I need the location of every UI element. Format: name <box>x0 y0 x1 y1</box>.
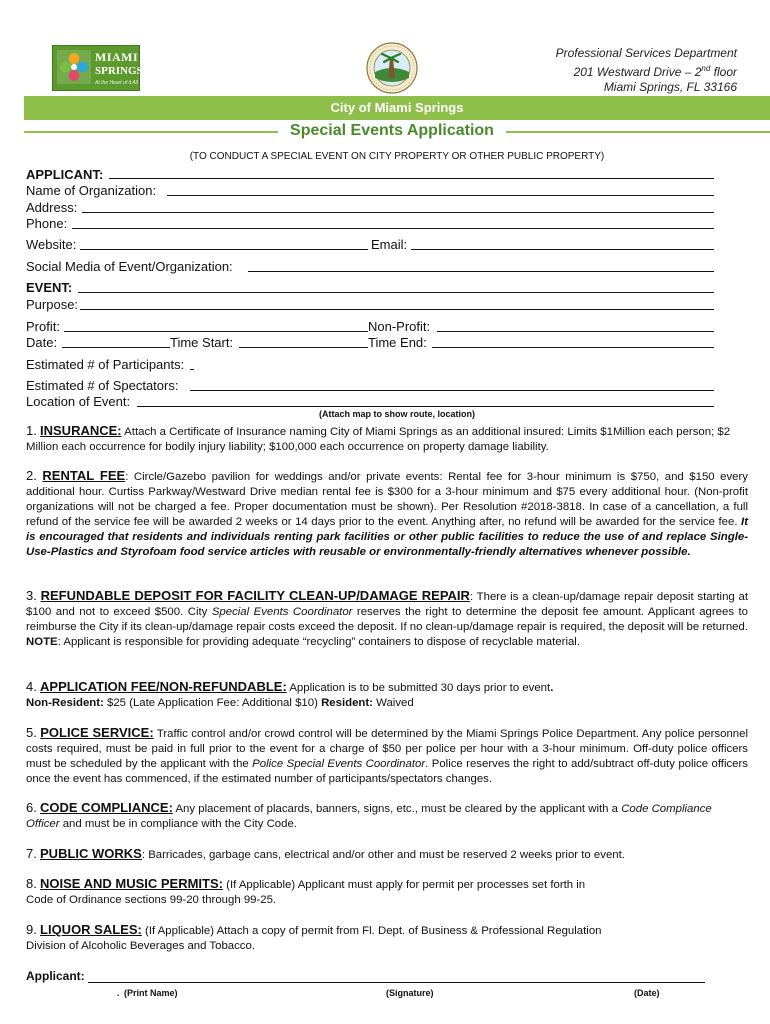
participants-label: Estimated # of Participants: <box>26 357 185 372</box>
profit-label: Profit: <box>26 319 60 334</box>
page-title: Special Events Application <box>290 122 494 139</box>
applicant-signature-label: Applicant: <box>26 969 85 983</box>
logo-text-miami: MIAMI <box>95 50 139 64</box>
address-city: Miami Springs, FL 33166 <box>603 80 737 94</box>
applicant-name-line[interactable] <box>109 178 714 179</box>
location-label: Location of Event: <box>26 394 131 409</box>
date-label: Date: <box>26 335 58 350</box>
date-caption: (Date) <box>634 988 660 998</box>
page-subtitle: (TO CONDUCT A SPECIAL EVENT ON CITY PROPERTY OR OTHER PUBLIC PROPERTY) <box>189 151 605 162</box>
nonprofit-label: Non-Profit: <box>368 319 431 334</box>
section-code-compliance: 6. CODE COMPLIANCE: Any placement of placards, banners, signs, etc., must be cleared by the applicant with a Code Compliance Officer and must be in compliance with the City Code. <box>26 800 712 830</box>
logo-text-springs: SPRINGS <box>95 65 143 77</box>
purpose-label: Purpose: <box>26 297 79 312</box>
city-banner: City of Miami Springs <box>24 96 770 120</box>
email-label: Email: <box>371 237 408 252</box>
date-field[interactable] <box>62 347 170 348</box>
event-name-line[interactable] <box>78 292 714 293</box>
city-seal-icon <box>366 42 418 94</box>
social-media-label: Social Media of Event/Organization: <box>26 259 233 274</box>
org-label: Name of Organization: <box>26 183 157 198</box>
applicant-heading: APPLICANT: <box>26 167 104 182</box>
website-field[interactable] <box>80 249 368 250</box>
section-noise-music: 8. NOISE AND MUSIC PERMITS: (If Applicable) Applicant must apply for permit per processes set forth in Code of Ordinance sections 99-20 through 99-25. <box>26 876 586 906</box>
time-start-field[interactable] <box>239 347 368 348</box>
logo-flower-icon <box>57 50 91 84</box>
address-label: Address: <box>26 200 78 215</box>
print-name-label: (Print Name) <box>124 988 178 998</box>
spectators-field[interactable] <box>190 390 714 391</box>
spectators-label: Estimated # of Spectators: <box>26 378 179 393</box>
email-field[interactable] <box>411 249 714 250</box>
city-logo <box>52 45 143 91</box>
applicant-signature-line[interactable] <box>88 982 705 983</box>
location-field[interactable] <box>137 406 714 407</box>
section-liquor-sales: 9. LIQUOR SALES: (If Applicable) Attach a copy of permit from Fl. Dept. of Business & Professional Regulation Division of Alcoholic Beverages and Tobacco. <box>26 922 602 952</box>
address-field[interactable] <box>82 212 714 213</box>
time-end-field[interactable] <box>432 347 714 348</box>
title-rule-right <box>506 131 770 133</box>
org-field[interactable] <box>167 195 714 196</box>
social-media-field[interactable] <box>248 271 714 272</box>
website-label: Website: <box>26 237 77 252</box>
map-note: (Attach map to show route, location) <box>318 409 475 419</box>
purpose-field[interactable] <box>80 309 714 310</box>
department-address <box>556 46 737 95</box>
profit-field[interactable] <box>64 331 368 332</box>
section-refundable-deposit: 3. REFUNDABLE DEPOSIT FOR FACILITY CLEAN-UP/DAMAGE REPAIR: There is a clean-up/damage repair deposit starting at $100 and not to exceed $500. City Special Events Coordinator reserves the right to determine the deposit fee amount. Applicant agrees to reimburse the City if its clean-up/damage repair costs exceed the deposit. If no clean-up/damage repair is required, the deposit will be returned. NOTE: Applicant is responsible for providing adequate “recycling” containers to dispose of recyclable material. <box>26 588 748 648</box>
signature-caption: (Signature) <box>386 988 434 998</box>
phone-label: Phone: <box>26 216 68 231</box>
address-street: 201 Westward Drive – 2nd floor <box>573 64 737 79</box>
time-end-label: Time End: <box>368 335 427 350</box>
section-insurance: 1. INSURANCE: Attach a Certificate of Insurance naming City of Miami Springs as an additional insured: Limits $1Million each person; $2 Million each occurrence for bodily injury liability; $100,000 each occurrence on property damage liability. <box>26 423 731 453</box>
section-police-service: 5. POLICE SERVICE: Traffic control and/or crowd control will be determined by the Miami Springs Police Department. Any police personnel costs required, must be paid in full prior to the event for a charge of $50 per police per hour with a 3-hour minimum. Off-duty police officers must be scheduled by the applicant with the Police Special Events Coordinator. Police reserves the right to add/subtract off-duty police officers once the event has commenced, if the estimated number of participants/spectators changes. <box>26 725 748 785</box>
section-application-fee: 4. APPLICATION FEE/NON-REFUNDABLE: Application is to be submitted 30 days prior to event. Non-Resident: $25 (Late Application Fee: Additional $10) Resident: Waived <box>26 679 554 709</box>
participants-field[interactable] <box>190 369 194 370</box>
nonprofit-field[interactable] <box>437 331 714 332</box>
phone-field[interactable] <box>72 228 714 229</box>
section-public-works: 7. PUBLIC WORKS: Barricades, garbage cans, electrical and/or other and must be reserved 2 weeks prior to event. <box>26 846 625 861</box>
logo-tagline: At the Heart of it All <box>95 80 138 86</box>
signature-dot: . <box>117 988 120 998</box>
address-department: Professional Services Department <box>555 46 737 60</box>
section-rental-fee: 2. RENTAL FEE: Circle/Gazebo pavilion for weddings and/or private events: Rental fee for 3-hour minimum is $750, and $150 every additional hour. Curtiss Parkway/Westward Drive median rental fee is $300 for a 3-hour minimum and $75 every additional hour. (Non-profit organizations will not be charged a fee. Proper documentation must be shown). Per Resolution #2018-3818. In case of a cancellation, a full refund of the service fee will be awarded 2 weeks or 14 days prior to the event. Anything after, no refund will be awarded for the service fee. It is encouraged that residents and individuals renting park facilities or other public facilities to reduce the use of and replace Single-Use-Plastics and Styrofoam food service articles with reusable or environmentally-friendly alternatives whenever possible. <box>26 468 749 558</box>
event-heading: EVENT: <box>26 280 73 295</box>
title-rule-left <box>24 131 278 133</box>
time-start-label: Time Start: <box>170 335 234 350</box>
